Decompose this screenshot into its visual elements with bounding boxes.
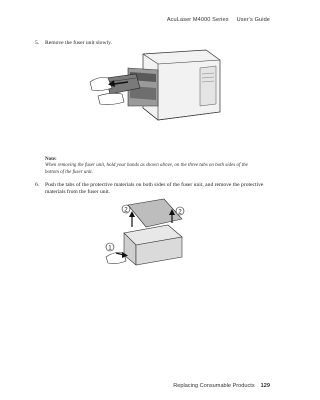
protective-material-illustration	[102, 197, 202, 277]
footer-section: Replacing Consumable Products	[173, 383, 255, 389]
note-block	[45, 157, 260, 176]
callout-1: 1	[108, 244, 112, 252]
running-header	[167, 17, 270, 23]
callout-2-left: 2	[124, 206, 128, 214]
step-text: Push the tabs of the protective materials on both sides of the fuser unit, and remove the protective materials from the fuser unit.	[45, 182, 264, 195]
step-number: 5.	[35, 40, 40, 46]
note-title: Note:	[45, 157, 57, 162]
header-product: AcuLaser M4000 Series	[166, 17, 229, 23]
running-footer	[173, 383, 270, 389]
step-text: Remove the fuser unit slowly.	[45, 40, 112, 46]
header-guide: User's Guide	[236, 17, 270, 23]
fuser-removal-illustration	[88, 48, 228, 140]
step-number: 6.	[35, 182, 40, 188]
callout-2-right: 2	[178, 208, 182, 216]
note-body: When removing the fuser unit, hold your hands as shown above, on the three tabs on both sides of the bottom of the fuser unit.	[45, 163, 248, 175]
page-number: 129	[260, 383, 270, 389]
